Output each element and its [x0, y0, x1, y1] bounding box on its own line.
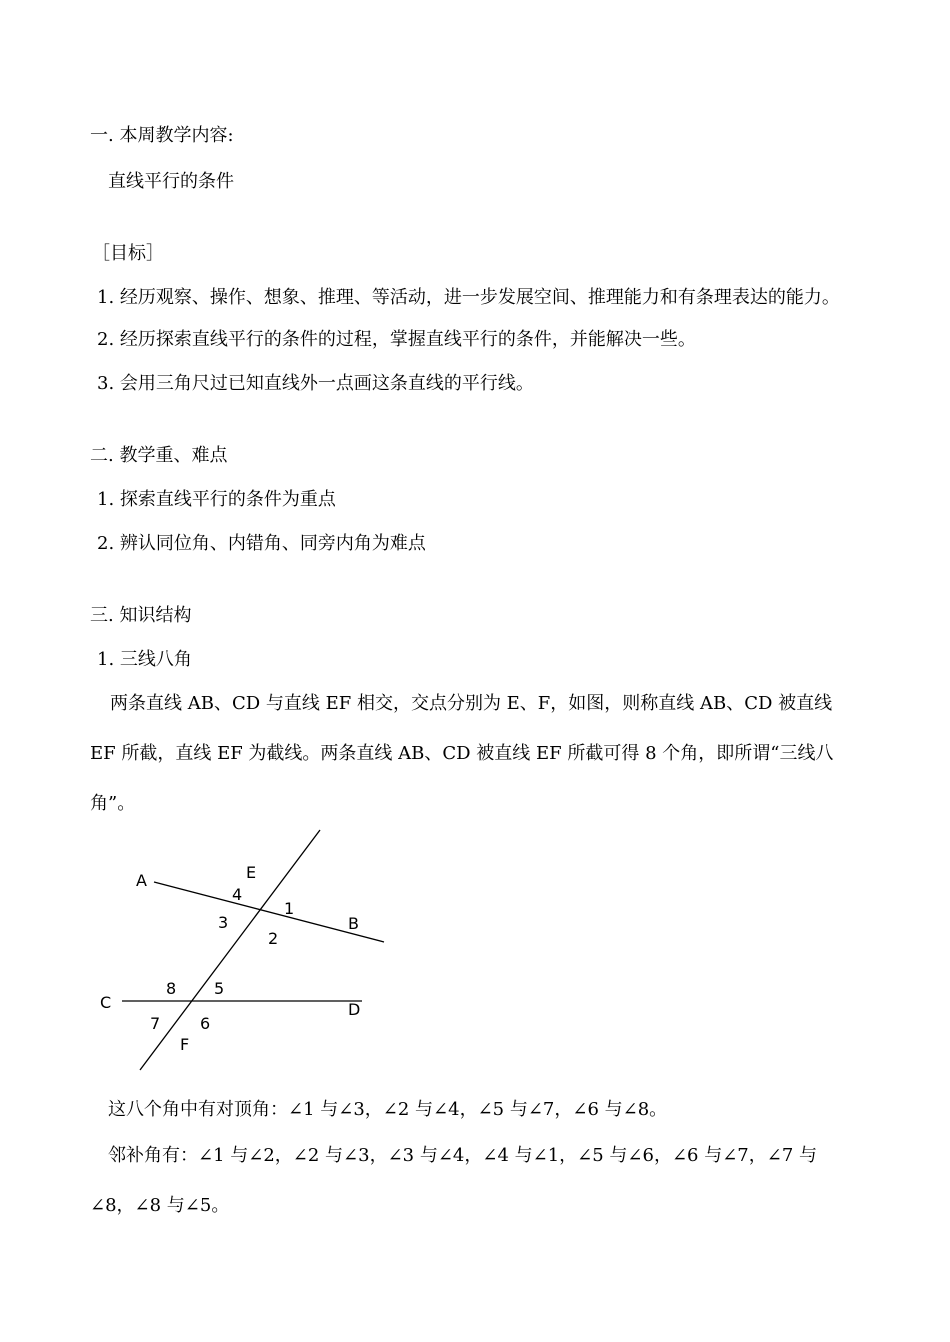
paragraph-line: EF 所截，直线 EF 为截线。两条直线 AB、CD 被直线 EF 所截可得 8 个角，即所谓“三线八: [90, 743, 834, 764]
angle-label-3: 3: [218, 913, 229, 932]
goal-item: 3. 会用三角尺过已知直线外一点画这条直线的平行线。: [97, 373, 534, 394]
label-c: C: [100, 993, 112, 1012]
angle-label-1: 1: [284, 899, 295, 918]
angle-label-4: 4: [232, 885, 243, 904]
paragraph-line: 角”。: [90, 793, 136, 814]
angle-label-7: 7: [150, 1014, 161, 1033]
angle-label-8: 8: [166, 979, 177, 998]
section2-item: 1. 探索直线平行的条件为重点: [97, 489, 336, 510]
adjacent-angles-line: 邻补角有：∠1 与∠2，∠2 与∠3，∠3 与∠4，∠4 与∠1，∠5 与∠6，∠6 与∠7，∠7 与: [108, 1145, 817, 1166]
angle-label-2: 2: [268, 929, 279, 948]
goals-heading: ［目标］: [92, 243, 164, 264]
label-a: A: [136, 871, 147, 890]
section2-heading: 二. 教学重、难点: [90, 445, 228, 466]
goal-item: 2. 经历探索直线平行的条件的过程，掌握直线平行的条件，并能解决一些。: [97, 329, 696, 350]
angle-label-6: 6: [200, 1014, 211, 1033]
label-e: E: [246, 863, 257, 882]
label-b: B: [348, 914, 359, 933]
section3-subheading: 1. 三线八角: [97, 649, 192, 670]
paragraph-line: 两条直线 AB、CD 与直线 EF 相交，交点分别为 E、F，如图，则称直线 AB、CD 被直线: [110, 693, 833, 714]
label-f: F: [180, 1035, 190, 1054]
section2-item: 2. 辨认同位角、内错角、同旁内角为难点: [97, 533, 426, 554]
section3-heading: 三. 知识结构: [90, 605, 192, 626]
section1-heading: 一. 本周教学内容:: [90, 125, 234, 146]
goal-item: 1. 经历观察、操作、想象、推理、等活动，进一步发展空间、推理能力和有条理表达的能力。: [97, 287, 840, 308]
label-d: D: [348, 1000, 361, 1019]
vertical-angles-line: 这八个角中有对顶角：∠1 与∠3，∠2 与∠4，∠5 与∠7，∠6 与∠8。: [108, 1099, 668, 1120]
three-lines-eight-angles-figure: [90, 822, 410, 1082]
adjacent-angles-line: ∠8，∠8 与∠5。: [90, 1195, 230, 1216]
section1-topic: 直线平行的条件: [108, 171, 234, 192]
angle-label-5: 5: [214, 979, 225, 998]
line-ef: [140, 830, 320, 1070]
